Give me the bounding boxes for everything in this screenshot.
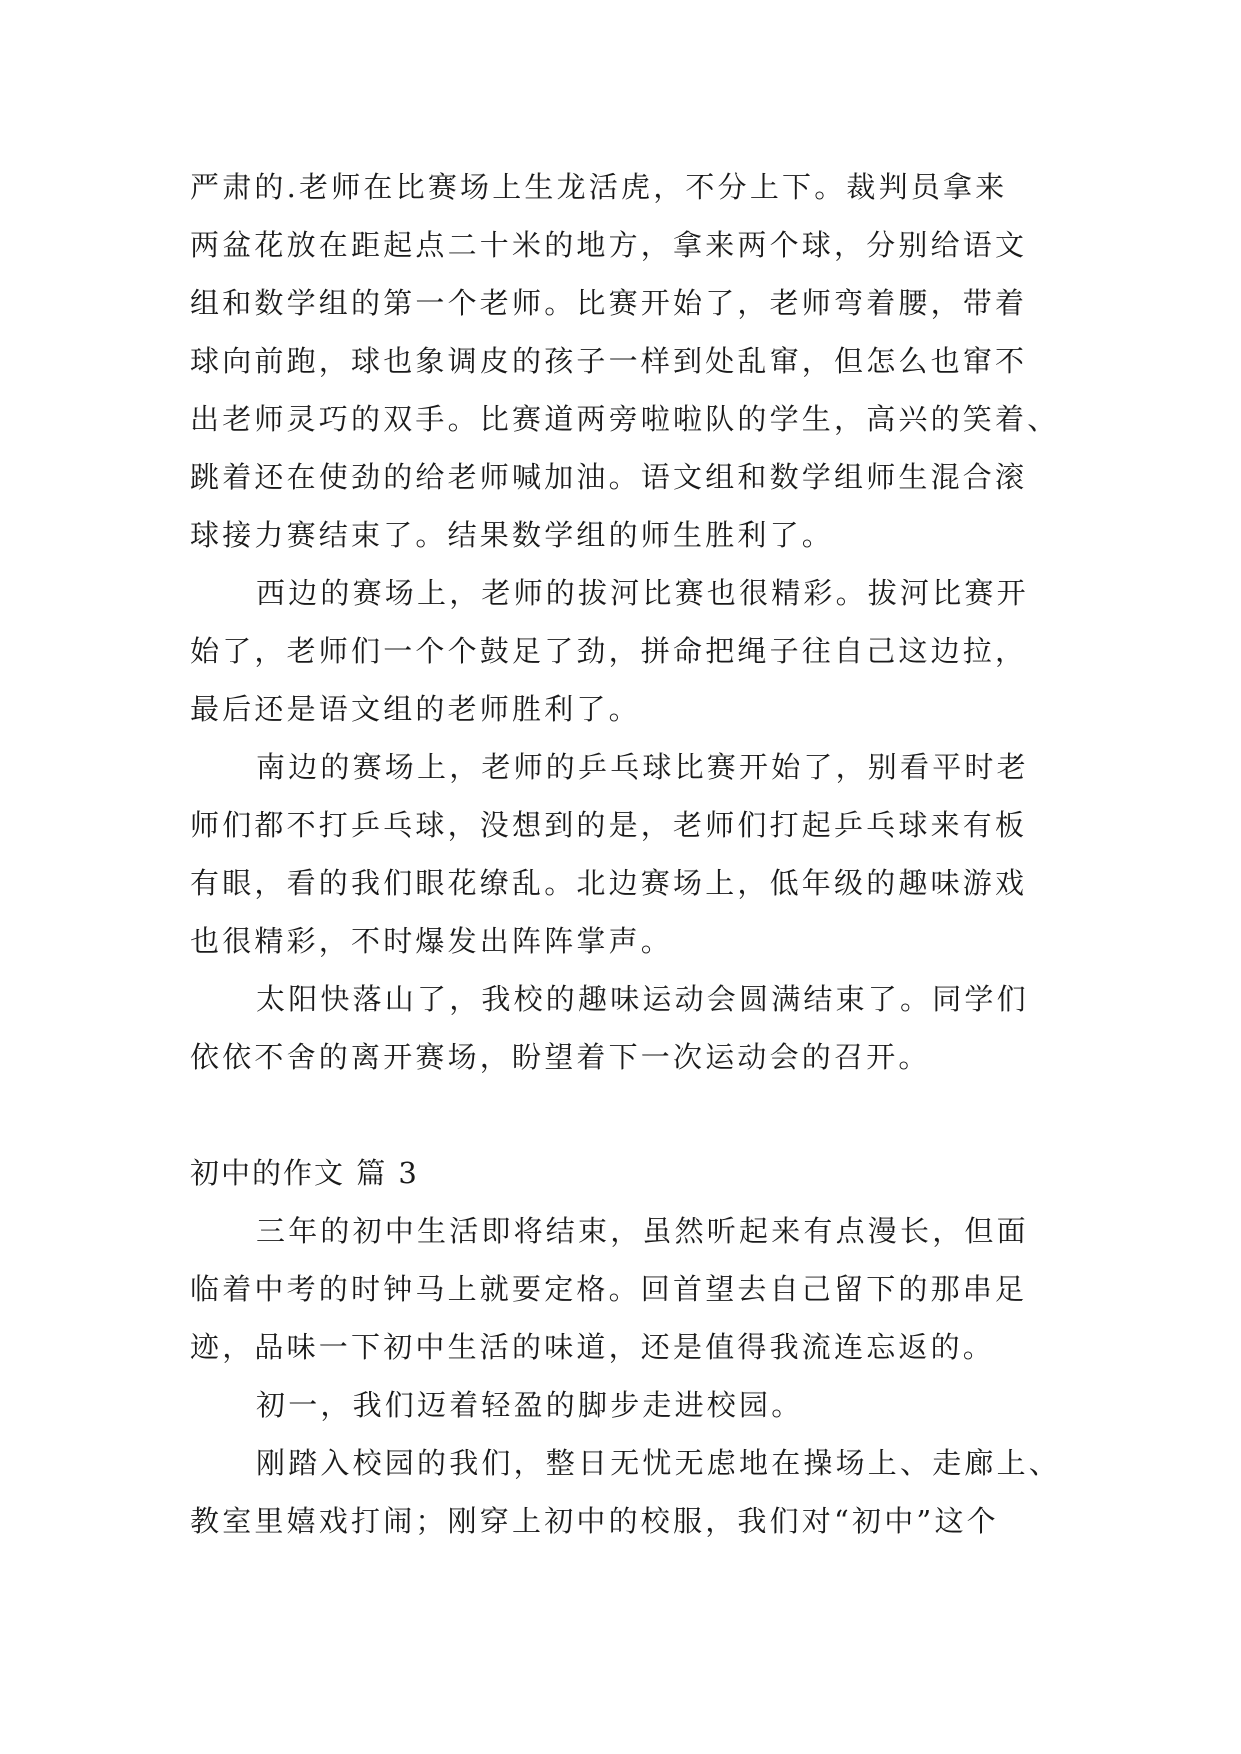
essay-section-3 <box>190 1202 1070 1550</box>
text-line: 迹，品味一下初中生活的味道，还是值得我流连忘返的。 <box>190 1330 996 1364</box>
essay-continuation <box>190 158 1070 1086</box>
text-line: 球接力赛结束了。结果数学组的师生胜利了。 <box>190 518 835 552</box>
text-line: 有眼，看的我们眼花缭乱。北边赛场上，低年级的趣味游戏 <box>190 866 1028 900</box>
text-line: 临着中考的时钟马上就要定格。回首望去自己留下的那串足 <box>190 1272 1028 1306</box>
text-line: 球向前跑，球也象调皮的孩子一样到处乱窜，但怎么也窜不 <box>190 344 1028 378</box>
text-line: 最后还是语文组的老师胜利了。 <box>190 692 641 726</box>
text-line: 严肃的.老师在比赛场上生龙活虎，不分上下。裁判员拿来 <box>190 170 1008 204</box>
text-line: 师们都不打乒乓球，没想到的是，老师们打起乒乓球来有板 <box>190 808 1028 842</box>
text-line: 始了，老师们一个个鼓足了劲，拼命把绳子往自己这边拉， <box>190 634 1028 668</box>
text-line: 跳着还在使劲的给老师喊加油。语文组和数学组师生混合滚 <box>190 460 1028 494</box>
text-line: 三年的初中生活即将结束，虽然听起来有点漫长，但面 <box>256 1214 1029 1248</box>
document-body <box>190 158 1070 1550</box>
text-line: 南边的赛场上，老师的乒乓球比赛开始了，别看平时老 <box>256 750 1029 784</box>
text-line: 西边的赛场上，老师的拔河比赛也很精彩。拔河比赛开 <box>256 576 1029 610</box>
text-line: 教室里嬉戏打闹；刚穿上初中的校服，我们对“初中”这个 <box>190 1504 999 1538</box>
text-line: 初一，我们迈着轻盈的脚步走进校园。 <box>256 1388 804 1422</box>
text-line: 两盆花放在距起点二十米的地方，拿来两个球，分别给语文 <box>190 228 1028 262</box>
text-line: 依依不舍的离开赛场，盼望着下一次运动会的召开。 <box>190 1040 931 1074</box>
text-line: 太阳快落山了，我校的趣味运动会圆满结束了。同学们 <box>256 982 1029 1016</box>
text-line: 出老师灵巧的双手。比赛道两旁啦啦队的学生，高兴的笑着、 <box>190 402 1060 436</box>
section-gap <box>190 1086 1070 1144</box>
text-line: 刚踏入校园的我们，整日无忧无虑地在操场上、走廊上、 <box>256 1446 1062 1480</box>
section-heading: 初中的作文 篇 3 <box>190 1156 419 1190</box>
text-line: 组和数学组的第一个老师。比赛开始了，老师弯着腰，带着 <box>190 286 1028 320</box>
text-line: 也很精彩，不时爆发出阵阵掌声。 <box>190 924 674 958</box>
